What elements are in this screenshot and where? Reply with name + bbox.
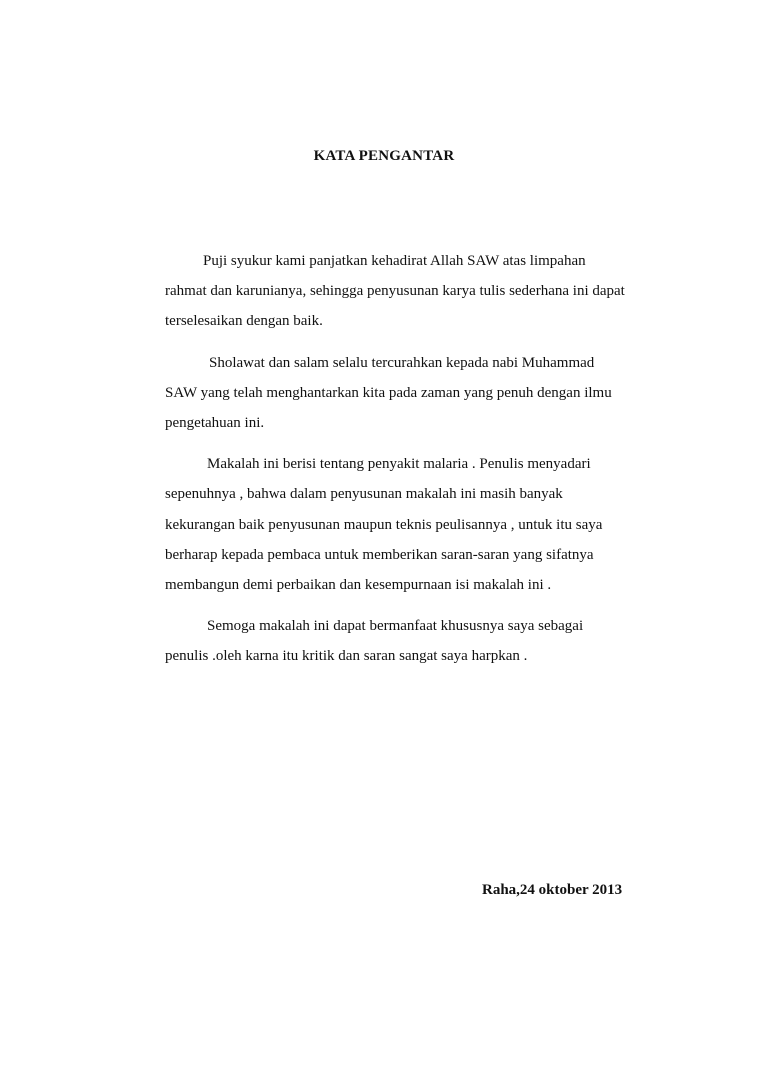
paragraph-spacer	[165, 337, 645, 348]
paragraph-line: sepenuhnya , bahwa dalam penyusunan makalah ini masih banyak	[165, 486, 563, 503]
paragraph-line: SAW yang telah menghantarkan kita pada zaman yang penuh dengan ilmu	[165, 384, 612, 401]
paragraph-spacer	[165, 438, 645, 449]
paragraph-spacer	[165, 600, 645, 611]
paragraph-4	[165, 611, 645, 671]
paragraph-line: Puji syukur kami panjatkan kehadirat Allah SAW atas limpahan	[203, 253, 586, 269]
paragraph-2	[165, 348, 645, 439]
signature-place-date: Raha,24 oktober 2013	[482, 882, 623, 898]
paragraph-line: berharap kepada pembaca untuk memberikan saran-saran yang sifatnya	[165, 546, 594, 563]
paragraph-line: Sholawat dan salam selalu tercurahkan kepada nabi Muhammad	[209, 354, 595, 371]
paragraph-line: rahmat dan karunianya, sehingga penyusunan karya tulis sederhana ini dapat	[165, 283, 625, 300]
paragraph-line: pengetahuan ini.	[165, 415, 265, 432]
paragraph-3	[165, 449, 645, 600]
paragraph-1	[165, 246, 645, 337]
paragraph-line: kekurangan baik penyusunan maupun teknis peulisannya , untuk itu saya	[165, 516, 603, 533]
paragraph-line: terselesaikan dengan baik.	[165, 313, 323, 330]
paragraph-line: penulis .oleh karna itu kritik dan saran sangat saya harpkan .	[165, 648, 528, 665]
paragraph-line: Makalah ini berisi tentang penyakit malaria . Penulis menyadari	[207, 456, 591, 473]
paragraph-line: Semoga makalah ini dapat bermanfaat khususnya saya sebagai	[207, 618, 584, 635]
page-title: KATA PENGANTAR	[313, 148, 455, 164]
document-body	[165, 246, 645, 672]
paragraph-line: membangun demi perbaikan dan kesempurnaan isi makalah ini .	[165, 577, 552, 594]
